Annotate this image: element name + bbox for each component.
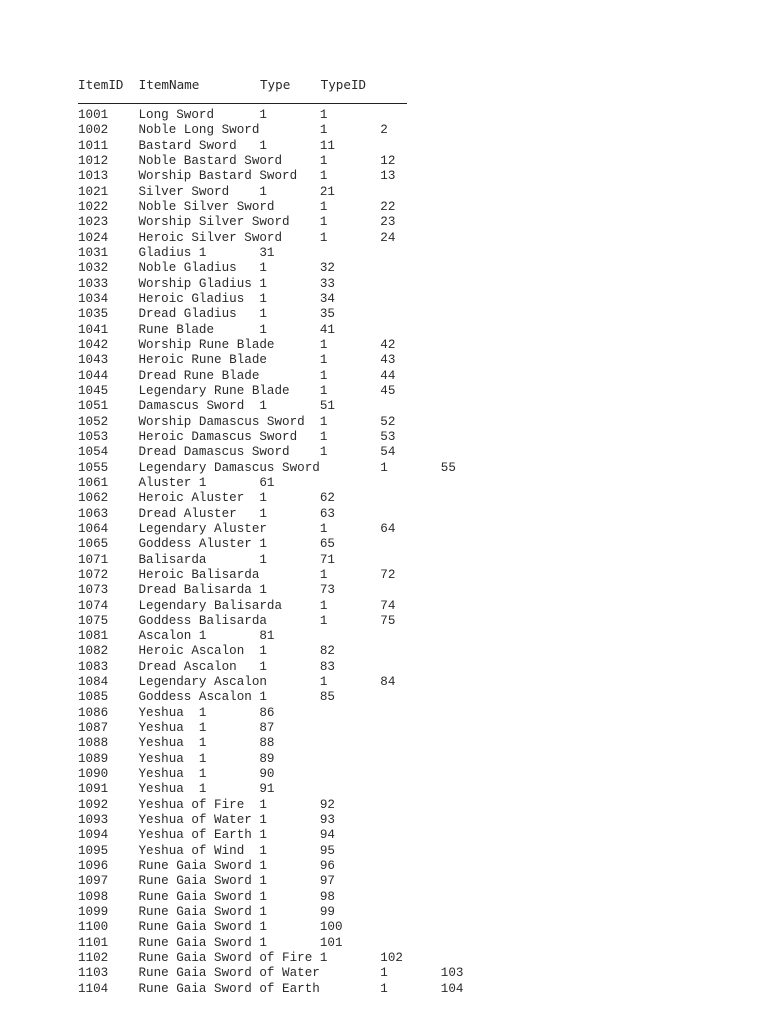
list-item: 1045 Legendary Rune Blade 1 45	[78, 383, 396, 398]
list-item: 1091 Yeshua 1 91	[78, 782, 275, 797]
list-item: 1051 Damascus Sword 1 51	[78, 399, 335, 414]
list-item: 1093 Yeshua of Water 1 93	[78, 813, 335, 828]
list-item: 1081 Ascalon 1 81	[78, 629, 275, 644]
list-item: 1082 Heroic Ascalon 1 82	[78, 644, 335, 659]
list-item: 1095 Yeshua of Wind 1 95	[78, 843, 335, 858]
list-item: 1088 Yeshua 1 88	[78, 736, 275, 751]
list-item: 1064 Legendary Aluster 1 64	[78, 521, 396, 536]
list-item: 1102 Rune Gaia Sword of Fire 1 102	[78, 951, 403, 966]
list-item: 1089 Yeshua 1 89	[78, 751, 275, 766]
list-item: 1075 Goddess Balisarda 1 75	[78, 613, 396, 628]
list-item: 1032 Noble Gladius 1 32	[78, 261, 335, 276]
list-item: 1012 Noble Bastard Sword 1 12	[78, 153, 396, 168]
list-item: 1096 Rune Gaia Sword 1 96	[78, 859, 335, 874]
list-item: 1094 Yeshua of Earth 1 94	[78, 828, 335, 843]
list-item: 1071 Balisarda 1 71	[78, 552, 335, 567]
list-item: 1083 Dread Ascalon 1 83	[78, 659, 335, 674]
list-item: 1054 Dread Damascus Sword 1 54	[78, 445, 396, 460]
list-item: 1034 Heroic Gladius 1 34	[78, 291, 335, 306]
list-item: 1023 Worship Silver Sword 1 23	[78, 215, 396, 230]
list-item: 1035 Dread Gladius 1 35	[78, 307, 335, 322]
list-item: 1087 Yeshua 1 87	[78, 721, 275, 736]
list-item: 1103 Rune Gaia Sword of Water 1 103	[78, 966, 464, 981]
list-item: 1043 Heroic Rune Blade 1 43	[78, 353, 396, 368]
list-item: 1041 Rune Blade 1 41	[78, 322, 335, 337]
item-list	[78, 108, 463, 997]
list-item: 1001 Long Sword 1 1	[78, 108, 328, 122]
list-item: 1101 Rune Gaia Sword 1 101	[78, 935, 343, 950]
list-item: 1044 Dread Rune Blade 1 44	[78, 368, 396, 383]
list-item: 1042 Worship Rune Blade 1 42	[78, 337, 396, 352]
list-item: 1074 Legendary Balisarda 1 74	[78, 598, 396, 613]
list-item: 1104 Rune Gaia Sword of Earth 1 104	[78, 981, 464, 996]
list-item: 1099 Rune Gaia Sword 1 99	[78, 905, 335, 920]
list-item: 1022 Noble Silver Sword 1 22	[78, 199, 396, 214]
list-item: 1084 Legendary Ascalon 1 84	[78, 675, 396, 690]
list-item: 1086 Yeshua 1 86	[78, 705, 275, 720]
list-item: 1052 Worship Damascus Sword 1 52	[78, 414, 396, 429]
list-item: 1090 Yeshua 1 90	[78, 767, 275, 782]
list-item: 1072 Heroic Balisarda 1 72	[78, 567, 396, 582]
list-item: 1024 Heroic Silver Sword 1 24	[78, 230, 396, 245]
list-item: 1021 Silver Sword 1 21	[78, 184, 335, 199]
list-item: 1063 Dread Aluster 1 63	[78, 506, 335, 521]
list-item: 1100 Rune Gaia Sword 1 100	[78, 920, 343, 935]
list-item: 1062 Heroic Aluster 1 62	[78, 491, 335, 506]
list-item: 1073 Dread Balisarda 1 73	[78, 583, 335, 598]
list-item: 1013 Worship Bastard Sword 1 13	[78, 169, 396, 184]
list-item: 1055 Legendary Damascus Sword 1 55	[78, 460, 456, 475]
list-item: 1092 Yeshua of Fire 1 92	[78, 797, 335, 812]
list-item: 1098 Rune Gaia Sword 1 98	[78, 889, 335, 904]
list-item: 1031 Gladius 1 31	[78, 245, 275, 260]
list-item: 1085 Goddess Ascalon 1 85	[78, 690, 335, 705]
header-rule	[78, 103, 407, 104]
list-item: 1061 Aluster 1 61	[78, 475, 275, 490]
table-header: ItemID ItemName Type TypeID	[78, 77, 367, 92]
list-item: 1053 Heroic Damascus Sword 1 53	[78, 429, 396, 444]
list-item: 1097 Rune Gaia Sword 1 97	[78, 874, 335, 889]
list-item: 1011 Bastard Sword 1 11	[78, 138, 335, 153]
list-item: 1065 Goddess Aluster 1 65	[78, 537, 335, 552]
list-item: 1033 Worship Gladius 1 33	[78, 276, 335, 291]
list-item: 1002 Noble Long Sword 1 2	[78, 123, 388, 138]
